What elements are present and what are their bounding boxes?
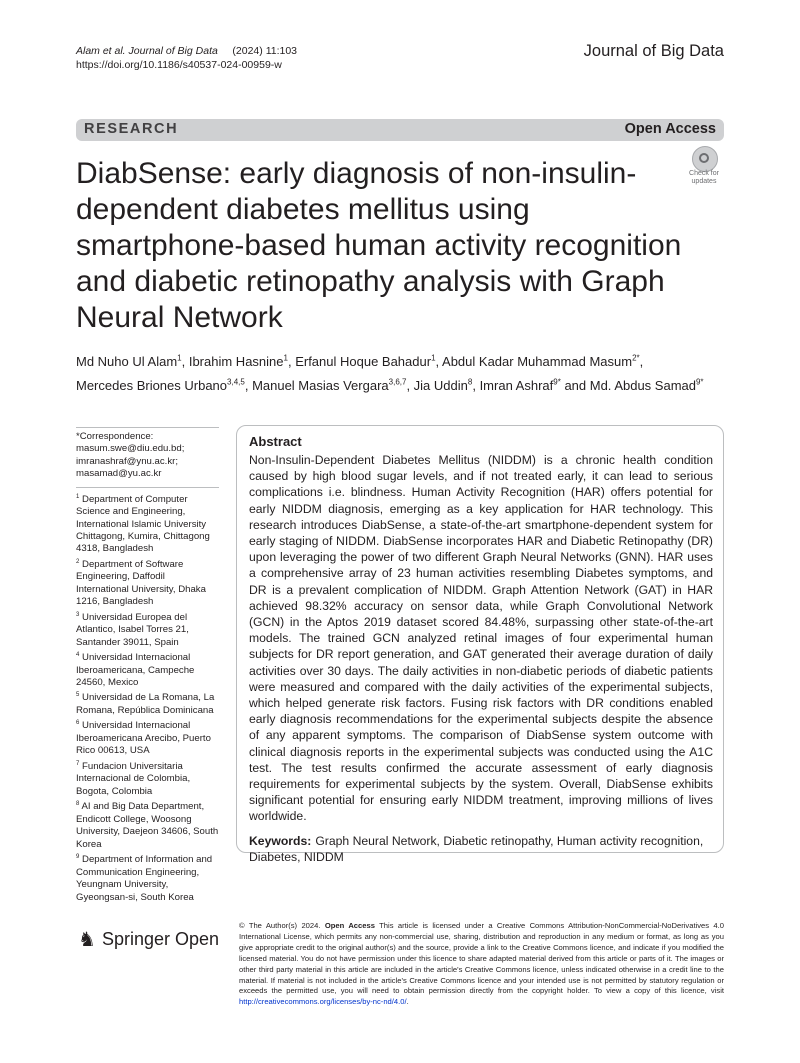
article-title: DiabSense: early diagnosis of non-insulin-dependent diabetes mellitus using smartphone-based human activity recognition and diabetic retinopathy analysis with Graph Neural Network (76, 157, 682, 334)
correspondence-emails[interactable]: masum.swe@diu.edu.bd; imranashraf@ynu.ac.kr; masamad@yu.ac.kr (76, 443, 185, 480)
affiliation: $^2$ Department of Software Engineering, Daffodil International University, Dhaka 1216, Bangladesh (76, 558, 206, 608)
keywords-label: Keywords: (249, 833, 312, 848)
affiliation: $^7$ Fundacion Universitaria Internacional de Colombia, Bogota, Colombia (76, 760, 191, 797)
article-type-band (76, 119, 724, 141)
journal-name: Journal of Big Data (583, 42, 724, 60)
affiliation: $^1$ Department of Computer Science and Engineering, International Islamic University Chittagong, Kumira, Chittagong 4318, Bangladesh (76, 493, 210, 555)
correspondence (76, 431, 219, 481)
affiliation: $^6$ Universidad Internacional Iberoamericana Arecibo, Puerto Rico 00613, USA (76, 720, 211, 757)
abstract-heading: Abstract (249, 434, 302, 449)
divider (76, 487, 219, 488)
running-header (76, 44, 297, 72)
author: Erfanul Hoque Bahadur$^1$, (295, 354, 443, 370)
author: Manuel Masias Vergara$^{3,6,7}$, (252, 377, 414, 393)
author: Jia Uddin$^8$, (413, 377, 480, 393)
keywords-list: Graph Neural Network, Diabetic retinopathy, Human activity recognition, Diabetes, NIDDM (249, 833, 704, 864)
sidebar-correspondence (76, 427, 219, 904)
year-volume: (2024) 11:103 (232, 45, 298, 57)
author: Ibrahim Hasnine$^1$, (188, 354, 296, 370)
keywords (249, 833, 713, 865)
author: Abdul Kadar Muhammad Masum$^{2*}$, (442, 354, 644, 370)
copyright: © The Author(s) 2024. (239, 921, 321, 930)
check-updates-icon (692, 146, 718, 172)
open-access-label: Open Access (624, 121, 716, 137)
license-link[interactable]: http://creativecommons.org/licenses/by-nc-nd/4.0/ (239, 997, 407, 1007)
affiliation: $^9$ Department of Information and Communication Engineering, Yeungnam University, Gyeongsan-si, South Korea (76, 854, 213, 903)
abstract-box (236, 425, 724, 864)
affiliation: $^8$ AI and Big Data Department, Endicott College, Woosong University, Daejeon 34606, South Korea (76, 801, 219, 850)
check-for-updates-badge[interactable] (684, 146, 724, 186)
affiliation: $^5$ Universidad de La Romana, La Romana, República Dominicana (76, 692, 215, 717)
correspondence-label: *Correspondence: (76, 431, 154, 442)
abstract-text: Non-Insulin-Dependent Diabetes Mellitus (NIDDM) is a chronic health condition caused by high blood sugar levels, and if not treated early, it can lead to serious complications i.e. blindness. Human Activity Recognition (HAR) offers potential for early NIDDM diagnosis, emerging as a key application for HAR technology. This research introduces DiabSense, a state-of-the-art smartphone-dependent system for early staging of NIDDM. DiabSense incorporates HAR and Diabetic Retinopathy (DR) upon leveraging the power of two different Graph Neural Networks (GNN). HAR uses a comprehensive array of 23 human activities resembling Diabetes symptoms, and DR is a prevalent complication of NIDDM. Graph Attention Network (GAT) in HAR achieved 98.32% accuracy on sensor data, while Graph Convolutional Network (GCN) in the Aptos 2019 dataset scored 84.48%, surpassing other state-of-the-art models. The trained GCN analyzed retinal images of four experimental human subjects for DR report generation, and GAT generated their average duration of daily activities over 30 days. The daily activities in non-diabetic periods of diabetic patients were measured and compared with the daily activities of the experimental subjects, which helped generate risk factors. Fusing risk factors with DR conditions enabled early diagnosis recommendations for the experimental subjects despite the absence of any apparent symptoms. The comparison of DiabSense system outcome with clinical diagnosis reports in the experimental subjects was conducted using the A1C test. The test results confirmed the accurate assessment of early diagnosis requirements for experimental subjects by the system. Overall, DiabSense exhibits significant potential for ensuring early NIDDM treatment, improving millions of lives worldwide. (249, 453, 713, 824)
author: Md. Abdus Samad$^{9*}$ (589, 377, 704, 393)
doi-link[interactable]: https://doi.org/10.1186/s40537-024-00959-w (76, 59, 282, 71)
article-type: RESEARCH (84, 121, 179, 137)
open-access-bold: Open Access (324, 921, 375, 930)
journal-citation: Alam et al. Journal of Big Data (76, 45, 218, 57)
affiliation: $^4$ Universidad Internacional Iberoamericana, Campeche 24560, Mexico (76, 652, 195, 689)
publisher-logo (78, 927, 228, 953)
check-updates-label: Check for updates (689, 170, 719, 185)
author: Mercedes Briones Urbano$^{3,4,5}$, (76, 377, 253, 393)
divider (76, 427, 219, 428)
affiliation: $^3$ Universidad Europea del Atlantico, Isabel Torres 21, Santander 39011, Spain (76, 611, 189, 648)
springer-horse-icon: ♞ (78, 929, 96, 951)
author-list (76, 349, 726, 396)
author: Imran Ashraf$^{9*}$ and (479, 377, 590, 393)
publisher-name: Springer Open (102, 929, 220, 949)
author: Md Nuho Ul Alam$^1$, (76, 354, 189, 370)
license-text: This article is licensed under a Creative Commons Attribution-NonCommercial-NoDerivatives 4.0 International License, which permits any non-commercial use, sharing, distribution and reproduction in any medium or format, as long as you give appropriate credit to the original author(s) and the source, provide a link to the Creative Commons licence, and indicate if you modified the licensed material. You do not have permission under this licence to share adapted material derived from this article or parts of it. The images or other third party material in this article are included in the article's Creative Commons licence, unless indicated otherwise in a credit line to the material. If material is not included in the article's Creative Commons licence and your intended use is not permitted by statutory regulation or exceeds the permitted use, you will need to obtain permission directly from the copyright holder. To view a copy of this licence, visit (239, 921, 724, 996)
license-statement: © The Author(s) 2024. Open Access This article is licensed under a Creative Commons Attribution-NonCommercial-NoDerivatives 4.0 International License, which permits any non-commercial use, sharing, distribution and reproduction in any medium or format, as long as you give appropriate credit to the original author(s) and the source, provide a link to the Creative Commons licence, and indicate if you modified the licensed material. You do not have permission under this licence to share adapted material derived from this article or parts of it. The images or other third party material in this article are included in the article's Creative Commons licence, unless indicated otherwise in a credit line to the material. If material is not included in the article's Creative Commons licence and your intended use is not permitted by statutory regulation or exceeds the permitted use, you will need to obtain permission directly from the copyright holder. To view a copy of this licence, visit http://creativecommons.org/licenses/by-nc-nd/4.0/. (239, 921, 724, 1007)
